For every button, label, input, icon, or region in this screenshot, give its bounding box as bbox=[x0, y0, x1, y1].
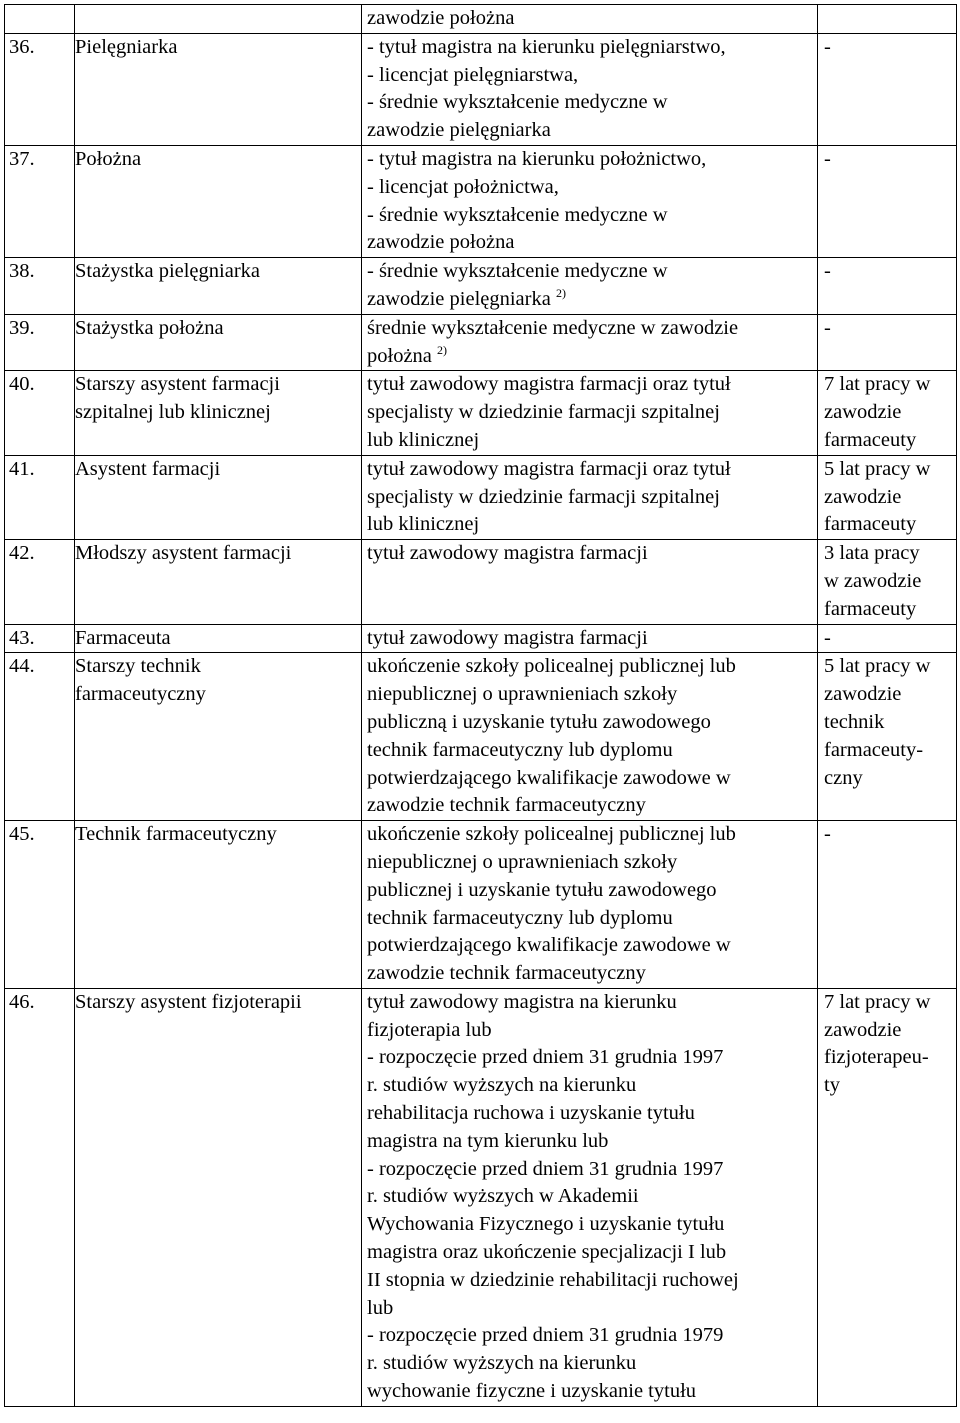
table-row bbox=[5, 653, 957, 821]
position-name: Stażystka pielęgniarka bbox=[75, 258, 362, 315]
experience-cell: 5 lat pracy w zawodzie farmaceuty bbox=[818, 455, 957, 539]
requirements-cell bbox=[362, 653, 818, 821]
experience-cell bbox=[818, 5, 957, 34]
experience-cell: 7 lat pracy w zawodzie fizjoterapeu- ty bbox=[818, 988, 957, 1406]
table-row bbox=[5, 455, 957, 539]
footnote-ref: 2) bbox=[437, 342, 448, 357]
requirements-cell bbox=[362, 145, 818, 257]
table-row bbox=[5, 33, 957, 145]
requirements-cell bbox=[362, 455, 818, 539]
row-number: 40. bbox=[5, 371, 75, 455]
requirements-text: tytuł zawodowy magistra na kierunku fizjoterapia lub - rozpoczęcie przed dniem 31 grudnia 1997 r. studiów wyższych na kierunku rehabilitacja ruchowa i uzyskanie tytułu magistra na tym kierunku lub - rozpoczęcie przed dniem 31 grudnia 1997 r. studiów wyższych w Akademii Wychowania Fizycznego i uzyskanie tytułu magistra oraz ukończenie specjalizacji I lub II stopnia w dziedzinie rehabilitacji ruchowej lub - rozpoczęcie przed dniem 31 grudnia 1979 r. studiów wyższych na kierunku wychowanie fizyczne i uzyskanie tytułu bbox=[367, 990, 739, 1403]
requirements-text: tytuł zawodowy magistra farmacji bbox=[367, 626, 648, 649]
table-row bbox=[5, 540, 957, 624]
requirements-text: tytuł zawodowy magistra farmacji oraz tytuł specjalisty w dziedzinie farmacji szpitalnej lub klinicznej bbox=[367, 457, 731, 536]
table-row bbox=[5, 258, 957, 315]
experience-cell: - bbox=[818, 314, 957, 371]
position-name: Młodszy asystent farmacji bbox=[75, 540, 362, 624]
position-name: Technik farmaceutyczny bbox=[75, 821, 362, 989]
requirements-text: tytuł zawodowy magistra farmacji bbox=[367, 542, 648, 565]
position-name: Farmaceuta bbox=[75, 624, 362, 653]
table-row bbox=[5, 145, 957, 257]
requirements-cell bbox=[362, 540, 818, 624]
row-number: 44. bbox=[5, 653, 75, 821]
table-row bbox=[5, 821, 957, 989]
position-name: Asystent farmacji bbox=[75, 455, 362, 539]
experience-cell: 3 lata pracy w zawodzie farmaceuty bbox=[818, 540, 957, 624]
position-name: Starszy asystent farmacji szpitalnej lub klinicznej bbox=[75, 371, 362, 455]
row-number: 37. bbox=[5, 145, 75, 257]
experience-cell: 5 lat pracy w zawodzie technik farmaceuty- czny bbox=[818, 653, 957, 821]
position-name bbox=[75, 5, 362, 34]
requirements-cell bbox=[362, 314, 818, 371]
requirements-text: tytuł zawodowy magistra farmacji oraz tytuł specjalisty w dziedzinie farmacji szpitalnej lub klinicznej bbox=[367, 373, 731, 451]
position-name: Starszy technik farmaceutyczny bbox=[75, 653, 362, 821]
requirements-text: zawodzie położna bbox=[367, 7, 515, 29]
table-row bbox=[5, 988, 957, 1406]
table-row bbox=[5, 624, 957, 653]
requirements-cell bbox=[362, 371, 818, 455]
experience-cell: - bbox=[818, 624, 957, 653]
requirements-text: - tytuł magistra na kierunku pielęgniarstwo, - licencjat pielęgniarstwa, - średnie wykształcenie medyczne w zawodzie pielęgniarka bbox=[367, 35, 726, 142]
requirements-cell bbox=[362, 988, 818, 1406]
row-number bbox=[5, 5, 75, 34]
requirements-cell bbox=[362, 821, 818, 989]
requirements-cell bbox=[362, 33, 818, 145]
row-number: 39. bbox=[5, 314, 75, 371]
row-number: 36. bbox=[5, 33, 75, 145]
requirements-cell bbox=[362, 258, 818, 315]
experience-cell: - bbox=[818, 33, 957, 145]
row-number: 43. bbox=[5, 624, 75, 653]
row-number: 41. bbox=[5, 455, 75, 539]
experience-cell: - bbox=[818, 821, 957, 989]
position-name: Stażystka położna bbox=[75, 314, 362, 371]
row-number: 45. bbox=[5, 821, 75, 989]
requirements-cell bbox=[362, 624, 818, 653]
requirements-text: - tytuł magistra na kierunku położnictwo, - licencjat położnictwa, - średnie wykształcenie medyczne w zawodzie położna bbox=[367, 147, 707, 254]
position-name: Starszy asystent fizjoterapii bbox=[75, 988, 362, 1406]
table-row bbox=[5, 5, 957, 34]
row-number: 38. bbox=[5, 258, 75, 315]
position-name: Położna bbox=[75, 145, 362, 257]
footnote-ref: 2) bbox=[555, 285, 566, 300]
requirements-text: średnie wykształcenie medyczne w zawodzie położna bbox=[367, 316, 739, 367]
table-row bbox=[5, 314, 957, 371]
experience-cell: - bbox=[818, 258, 957, 315]
requirements-text: ukończenie szkoły policealnej publicznej lub niepublicznej o uprawnieniach szkoły publiczną i uzyskanie tytułu zawodowego technik farmaceutyczny lub dyplomu potwierdzającego kwalifikacje zawodowe w zawodzie technik farmaceutyczny bbox=[367, 655, 736, 817]
experience-cell: - bbox=[818, 145, 957, 257]
experience-cell: 7 lat pracy w zawodzie farmaceuty bbox=[818, 371, 957, 455]
table-row bbox=[5, 371, 957, 455]
requirements-cell bbox=[362, 5, 818, 34]
row-number: 42. bbox=[5, 540, 75, 624]
requirements-text: - średnie wykształcenie medyczne w zawodzie pielęgniarka bbox=[367, 260, 668, 310]
row-number: 46. bbox=[5, 988, 75, 1406]
position-name: Pielęgniarka bbox=[75, 33, 362, 145]
requirements-text: ukończenie szkoły policealnej publicznej lub niepublicznej o uprawnieniach szkoły publicznej i uzyskanie tytułu zawodowego technik farmaceutyczny lub dyplomu potwierdzającego kwalifikacje zawodowe w zawodzie technik farmaceutyczny bbox=[367, 823, 736, 985]
qualifications-table bbox=[4, 4, 957, 1407]
